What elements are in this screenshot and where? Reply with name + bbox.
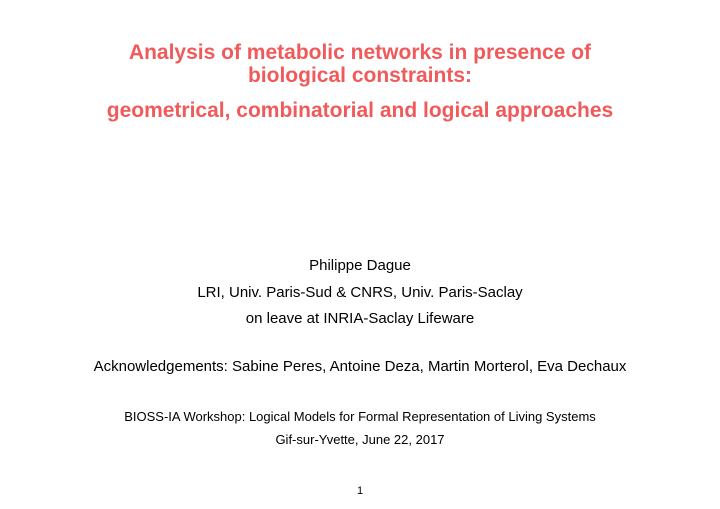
title-line-1: Analysis of metabolic networks in presence of <box>128 41 592 64</box>
author-name: Philippe Dague <box>309 257 411 274</box>
acknowledgements: Acknowledgements: Sabine Peres, Antoine Deza, Martin Morterol, Eva Dechaux <box>93 358 627 375</box>
title-line-2: biological constraints: <box>247 64 473 87</box>
page-number: 1 <box>356 485 364 497</box>
workshop-name: BIOSS-IA Workshop: Logical Models for Formal Representation of Living Systems <box>124 409 596 424</box>
author-leave: on leave at INRIA-Saclay Lifeware <box>245 310 475 327</box>
title-line-3: geometrical, combinatorial and logical approaches <box>106 99 614 122</box>
venue-date: Gif-sur-Yvette, June 22, 2017 <box>275 432 445 447</box>
author-affiliation: LRI, Univ. Paris-Sud & CNRS, Univ. Paris-Saclay <box>197 284 523 301</box>
